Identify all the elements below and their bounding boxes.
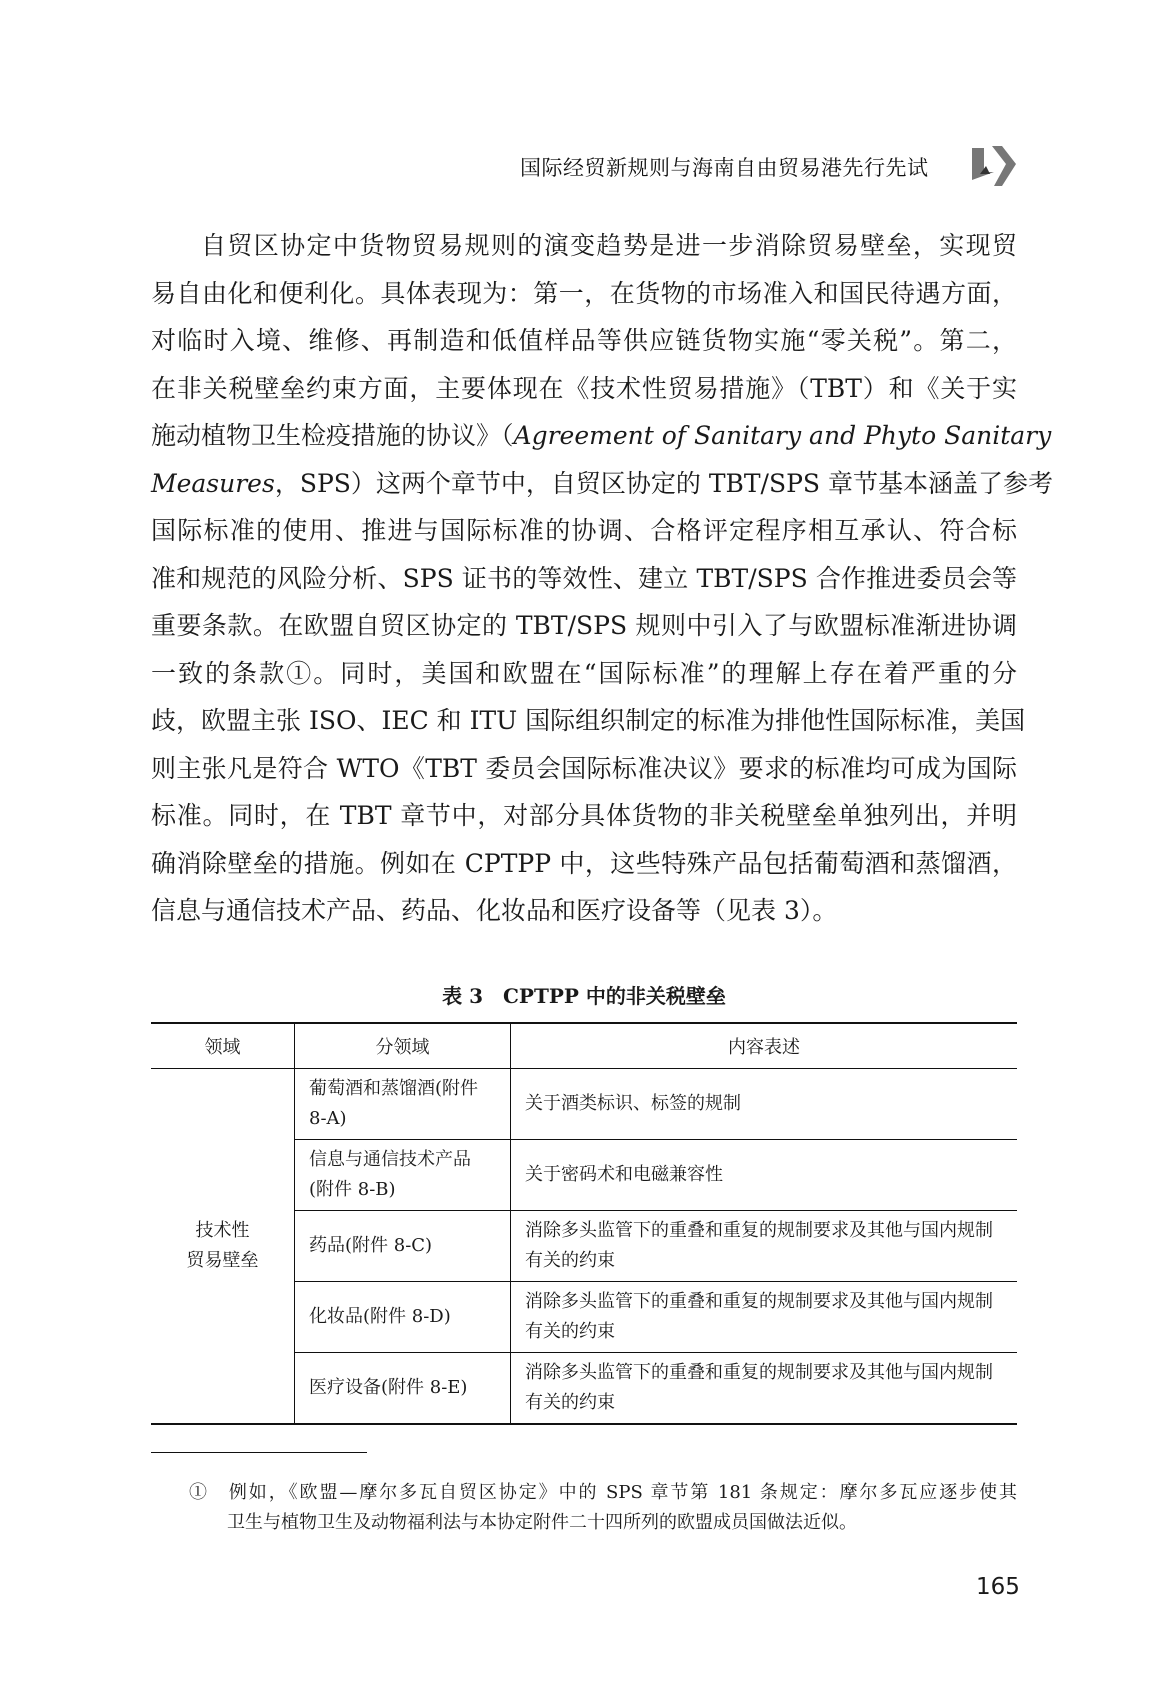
table-caption: 表 3 CPTPP 中的非关税壁垒 [442, 984, 726, 1008]
header-content: 内容表述 [511, 1023, 1018, 1069]
text-segment: 国际标准的使用、推进与国际标准的协调、合格评定程序相互承认、符合标 [151, 516, 1017, 545]
cell-subdomain: 医疗设备(附件 8-E) [295, 1353, 511, 1425]
cell-subdomain: 化妆品(附件 8-D) [295, 1282, 511, 1353]
text-line [151, 555, 1017, 603]
text-segment: 对临时入境、维修、再制造和低值样品等供应链货物实施“零关税”。第二， [151, 326, 1017, 355]
text-line [151, 460, 1054, 508]
header-domain: 领域 [151, 1023, 295, 1069]
header-subdomain: 分领域 [295, 1023, 511, 1069]
cell-content: 关于酒类标识、标签的规制 [511, 1069, 1018, 1140]
text-segment: 易自由化和便利化。具体表现为：第一，在货物的市场准入和国民待遇方面， [151, 278, 1017, 308]
text-segment: ，SPS）这两个章节中，自贸区协定的 TBT/SPS 章节基本涵盖了参考 [274, 468, 1054, 498]
text-segment: 准和规范的风险分析、SPS 证书的等效性、建立 TBT/SPS 合作推进委员会等 [151, 563, 1017, 593]
text-line [151, 650, 1017, 698]
text-segment: 信息与通信技术产品、药品、化妆品和医疗设备等（见表 3）。 [151, 896, 838, 925]
table-row [151, 1069, 1017, 1140]
text-line [151, 745, 1017, 793]
cell-content: 消除多头监管下的重叠和重复的规制要求及其他与国内规制有关的约束 [511, 1353, 1018, 1425]
text-line [151, 887, 1017, 935]
italic-text: Agreement of Sanitary and Phyto Sanitary [513, 421, 1052, 450]
text-line [151, 507, 1017, 555]
cell-subdomain: 药品(附件 8-C) [295, 1211, 511, 1282]
chapter-logo-icon [970, 144, 1020, 188]
cell-subdomain: 葡萄酒和蒸馏酒(附件 8-A) [295, 1069, 511, 1140]
running-header: 国际经贸新规则与海南自由贸易港先行先试 [520, 156, 929, 180]
text-line [151, 840, 1017, 888]
text-segment: 重要条款。在欧盟自贸区协定的 TBT/SPS 规则中引入了与欧盟标准渐进协调 [151, 611, 1017, 640]
cell-content: 消除多头监管下的重叠和重复的规制要求及其他与国内规制有关的约束 [511, 1282, 1018, 1353]
text-segment: 标准。同时，在 TBT 章节中，对部分具体货物的非关税壁垒单独列出，并明 [151, 801, 1017, 830]
table-header-row [151, 1023, 1017, 1069]
text-line [151, 697, 1026, 745]
text-line [151, 317, 1017, 365]
cell-domain: 技术性 贸易壁垒 [151, 1069, 295, 1425]
text-line [151, 365, 1017, 413]
text-line [151, 412, 1052, 460]
text-segment: 确消除壁垒的措施。例如在 CPTPP 中，这些特殊产品包括葡萄酒和蒸馏酒， [151, 848, 1017, 878]
footnote-rule [151, 1452, 367, 1453]
text-segment: 则主张凡是符合 WTO《TBT 委员会国际标准决议》要求的标准均可成为国际 [151, 753, 1017, 783]
text-line [151, 792, 1017, 840]
body-paragraph [151, 222, 1054, 935]
text-line [151, 222, 1017, 270]
text-line [151, 270, 1017, 318]
footnote-line-1: ① 例如，《欧盟—摩尔多瓦自贸区协定》中的 SPS 章节第 181 条规定：摩尔多瓦应逐步使其 [189, 1482, 1017, 1503]
page-number: 165 [976, 1574, 1020, 1600]
text-segment: 一致的条款①。同时，美国和欧盟在“国际标准”的理解上存在着严重的分 [151, 658, 1017, 688]
cell-content: 消除多头监管下的重叠和重复的规制要求及其他与国内规制有关的约束 [511, 1211, 1018, 1282]
text-segment: 施动植物卫生检疫措施的协议》（ [151, 421, 514, 450]
text-segment: 在非关税壁垒约束方面，主要体现在《技术性贸易措施》（TBT）和《关于实 [151, 373, 1017, 403]
italic-text: Measures [151, 468, 275, 498]
text-line [151, 602, 1017, 650]
cell-subdomain: 信息与通信技术产品(附件 8-B) [295, 1140, 511, 1211]
footnote-line-2: 卫生与植物卫生及动物福利法与本协定附件二十四所列的欧盟成员国做法近似。 [227, 1512, 857, 1533]
text-segment: 自贸区协定中货物贸易规则的演变趋势是进一步消除贸易壁垒，实现贸 [201, 231, 1017, 260]
cell-content: 关于密码术和电磁兼容性 [511, 1140, 1018, 1211]
ntb-table [151, 1022, 1017, 1425]
footnote [189, 1478, 1017, 1538]
text-segment: 歧，欧盟主张 ISO、IEC 和 ITU 国际组织制定的标准为排他性国际标准，美国 [151, 706, 1026, 735]
